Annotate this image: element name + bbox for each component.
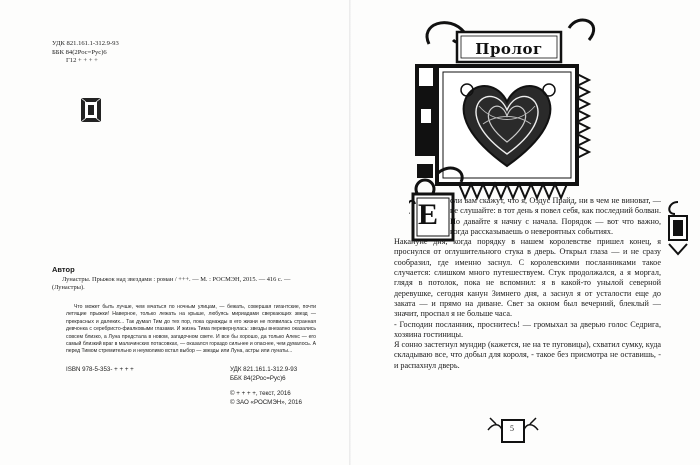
copyright-publisher: © ЗАО «РОСМЭН», 2016 bbox=[230, 398, 302, 406]
classification-block bbox=[52, 40, 119, 66]
author-code: Г12 + + + + bbox=[66, 57, 98, 65]
imprint-bbk: ББК 84(2Рос=Рус)6 bbox=[230, 374, 286, 382]
copyright-text: © + + + +, текст, 2016 bbox=[230, 390, 291, 397]
bbk-code: ББК 84(2Рос=Рус)6 bbox=[52, 48, 107, 56]
paragraph-1: сли вам скажут, что я, Оэдус Прайд, ни в чем не виноват, — не слушайте: в тот день я повел себя, как последний болван. Но давайте я начну с начала. Порядок — вот что важно, когда рассказываешь о невероятных событиях. bbox=[450, 196, 661, 236]
drop-cap: Е bbox=[417, 198, 438, 231]
udk-code: УДК 821.161.1-312.9-93 bbox=[52, 40, 119, 47]
imprint-udk: УДК 821.161.1-312.9-93 bbox=[230, 366, 298, 373]
page-number-ornament bbox=[486, 414, 540, 446]
left-page bbox=[0, 0, 349, 465]
imprint-block bbox=[230, 366, 302, 407]
author-label: Автор bbox=[52, 265, 75, 274]
right-page bbox=[351, 0, 700, 465]
page-number: 5 bbox=[510, 424, 514, 433]
annotation: Что может быть лучше, чем мчаться по ночным улицам, — бежать, совершая гигантские, почти летящие прыжки! Наверное, только лежать на крыше, любуясь мириадами сверкающих звезд — прекрасных и далеких... Так думал Тим до тех пор, пока однажды в его жизни не появилась странная девчонка с серебристо-фиалковыми глазами. И жизнь Тима перевернулась: звезды внезапно оказались совсем близко, а Луна предстала в новом, загадочном свете. И все бы хорошо, да только Алекс — его самый близкий враг в малачинских потасовках, — оказался гораздо сильнее и опаснее, чем думалось. А перед Тимом стремительно и неумолимо встал выбор — звезды или Луна, астры или лунаты... bbox=[66, 304, 316, 355]
side-ornament-icon bbox=[663, 200, 693, 256]
chapter-body bbox=[394, 196, 661, 371]
paragraph-3: - Господин посланник, проснитесь! — громыхал за дверью голос Седрига, хозяина гостиницы. bbox=[394, 319, 661, 339]
paragraph-2: Накануне дня, когда порядку в нашем королевстве пришел конец, я проснулся от оглушительного стука в дверь. Открыл глаза — и не сразу сообразил, где именно заснул. С королевскими посланниками такое случается: слишком много путешествуем. Стук продолжался, а я моргал, глядя в потолок, пока не вспомнил: я в какой-то унылой северной деревушке, сегодня канун Зимнего дня, а заснул я от усталости еще до заката — и прямо на диване. Свет за окном был вечерний, блеклый — значит, проспал я не больше часа. bbox=[394, 237, 661, 319]
isbn: ISBN 978-5-353- + + + + bbox=[66, 366, 134, 373]
paragraph-4: Я сонно застегнул мундир (кажется, не на те пуговицы), схватил сумку, куда складываю все, что добыл для короля, - такое без присмотра не оставишь, - и распахнул дверь. bbox=[394, 340, 661, 370]
small-ornament-icon bbox=[80, 97, 102, 123]
bibliographic-record: Лунастры. Прыжок над звездами : роман / +++. — М. : РОСМЭН, 2015. — 416 с. — (Лунастры). bbox=[52, 276, 291, 292]
chapter-title: Пролог bbox=[475, 40, 543, 58]
